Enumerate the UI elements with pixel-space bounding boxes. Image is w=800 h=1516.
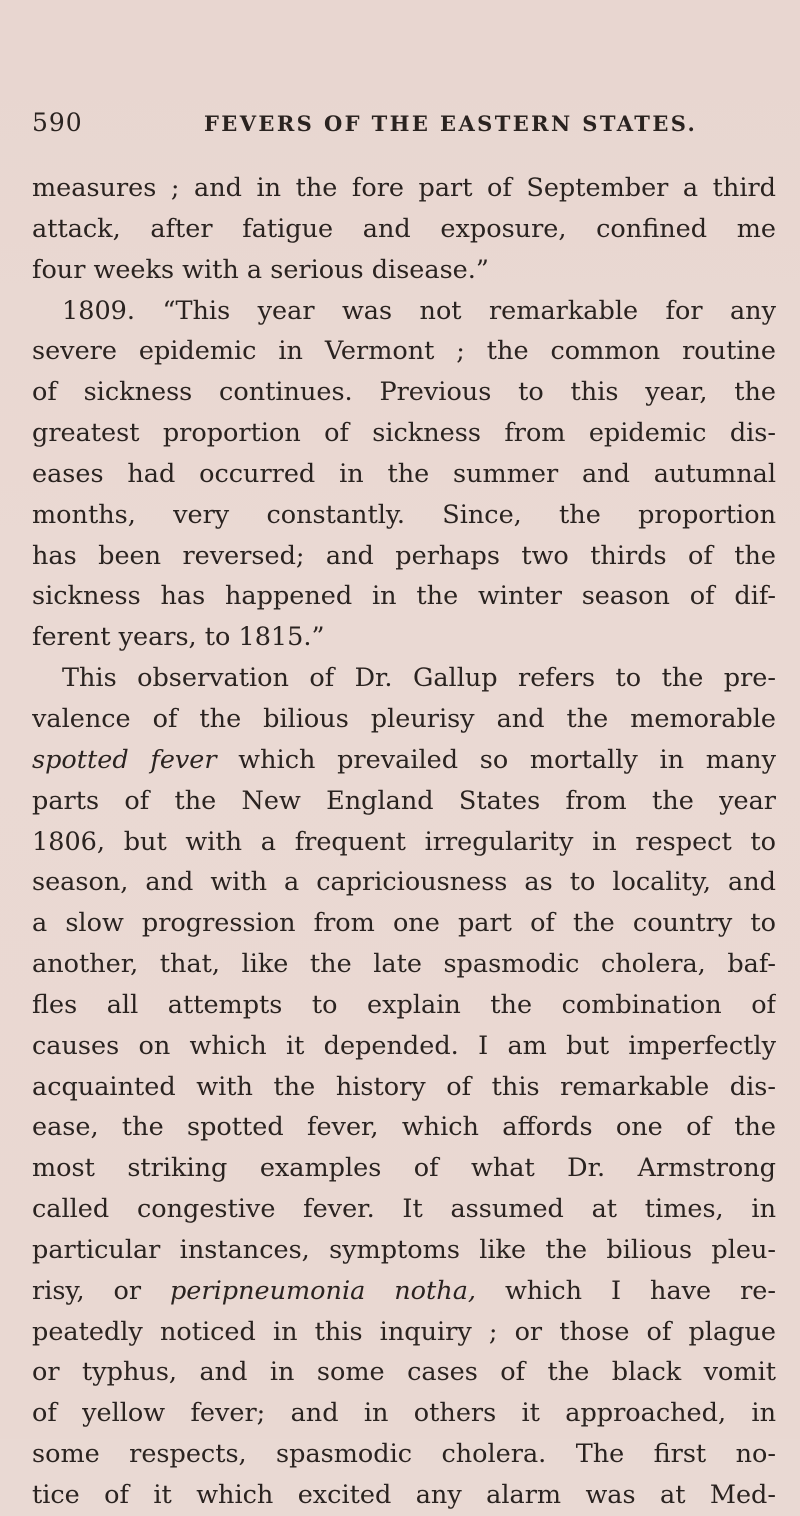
text-line: [32, 331, 776, 372]
text-segment: season, and with a capriciousness as to locality, and: [32, 867, 776, 898]
text-line: [32, 1393, 776, 1434]
text-line: [32, 822, 776, 863]
text-line: [32, 699, 776, 740]
page-header: [32, 108, 760, 144]
text-segment: measures ; and in the fore part of September a third: [32, 173, 776, 203]
text-segment: valence of the bilious pleurisy and the memorable: [32, 703, 776, 734]
text-segment: eases had occurred in the summer and autumnal: [32, 458, 776, 489]
text-segment: which I have re-: [476, 1275, 776, 1306]
text-line: [32, 372, 776, 413]
text-segment: has been reversed; and perhaps two thirds of the: [32, 540, 776, 571]
text-line: [32, 168, 776, 209]
text-line: [32, 1230, 776, 1271]
text-segment: 1809. “This year was not remarkable for any: [62, 295, 776, 326]
text-segment: or typhus, and in some cases of the black vomit: [32, 1357, 776, 1388]
body-text: [32, 168, 776, 1516]
text-segment: peatedly noticed in this inquiry ; or those of plague: [32, 1316, 776, 1347]
text-line: [32, 1434, 776, 1475]
text-segment: fles all attempts to explain the combination of: [32, 989, 776, 1020]
italic-text: peripneumonia notha,: [169, 1275, 477, 1306]
text-line: [32, 944, 776, 985]
text-line: [32, 1026, 776, 1067]
text-line: [32, 740, 776, 781]
running-title: FEVERS OF THE EASTERN STATES.: [204, 111, 698, 136]
text-line: [32, 1067, 776, 1108]
text-segment: of sickness continues. Previous to this year, the: [32, 377, 776, 408]
text-segment: ferent years, to 1815.”: [32, 622, 325, 653]
text-segment: This observation of Dr. Gallup refers to the pre-: [62, 663, 776, 694]
text-segment: months, very constantly. Since, the proportion: [32, 499, 776, 530]
text-segment: 1806, but with a frequent irregularity in respect to: [32, 826, 776, 857]
text-line: [32, 495, 776, 536]
text-segment: causes on which it depended. I am but imperfectly: [32, 1030, 776, 1061]
text-line: [32, 1475, 776, 1516]
text-segment: acquainted with the history of this remarkable dis-: [32, 1071, 776, 1102]
text-line: [32, 291, 776, 332]
text-line: [32, 209, 776, 250]
text-line: [32, 1352, 776, 1393]
text-segment: another, that, like the late spasmodic cholera, baf-: [32, 949, 776, 980]
text-line: [32, 1189, 776, 1230]
text-segment: attack, after fatigue and exposure, confined me: [32, 213, 776, 244]
text-line: [32, 658, 776, 699]
text-line: [32, 985, 776, 1026]
text-segment: parts of the New England States from the year: [32, 785, 776, 816]
text-segment: ease, the spotted fever, which affords one of the: [32, 1112, 776, 1143]
text-segment: risy, or: [32, 1275, 170, 1306]
text-line: [32, 1148, 776, 1189]
text-line: [32, 576, 776, 617]
text-line: [32, 1107, 776, 1148]
text-line: [32, 536, 776, 577]
text-line: [32, 1312, 776, 1353]
text-segment: some respects, spasmodic cholera. The first no-: [32, 1439, 776, 1470]
text-segment: most striking examples of what Dr. Armstrong: [32, 1153, 776, 1184]
page-number: 590: [32, 108, 83, 137]
text-segment: greatest proportion of sickness from epidemic dis-: [32, 418, 776, 449]
text-line: [32, 250, 776, 291]
text-segment: a slow progression from one part of the country to: [32, 908, 776, 939]
text-segment: called congestive fever. It assumed at times, in: [32, 1194, 776, 1225]
text-segment: sickness has happened in the winter season of dif-: [32, 581, 776, 612]
text-segment: tice of it which excited any alarm was at Med-: [32, 1480, 776, 1510]
text-line: [32, 617, 776, 658]
text-line: [32, 413, 776, 454]
text-segment: particular instances, symptoms like the bilious pleu-: [32, 1234, 776, 1265]
text-line: [32, 862, 776, 903]
text-line: [32, 1271, 776, 1312]
italic-text: spotted fever: [32, 744, 217, 775]
text-segment: of yellow fever; and in others it approached, in: [32, 1398, 776, 1429]
text-segment: severe epidemic in Vermont ; the common routine: [32, 336, 776, 367]
text-line: [32, 781, 776, 822]
text-line: [32, 454, 776, 495]
text-line: [32, 903, 776, 944]
text-segment: which prevailed so mortally in many: [216, 744, 776, 775]
text-segment: four weeks with a serious disease.”: [32, 254, 489, 285]
